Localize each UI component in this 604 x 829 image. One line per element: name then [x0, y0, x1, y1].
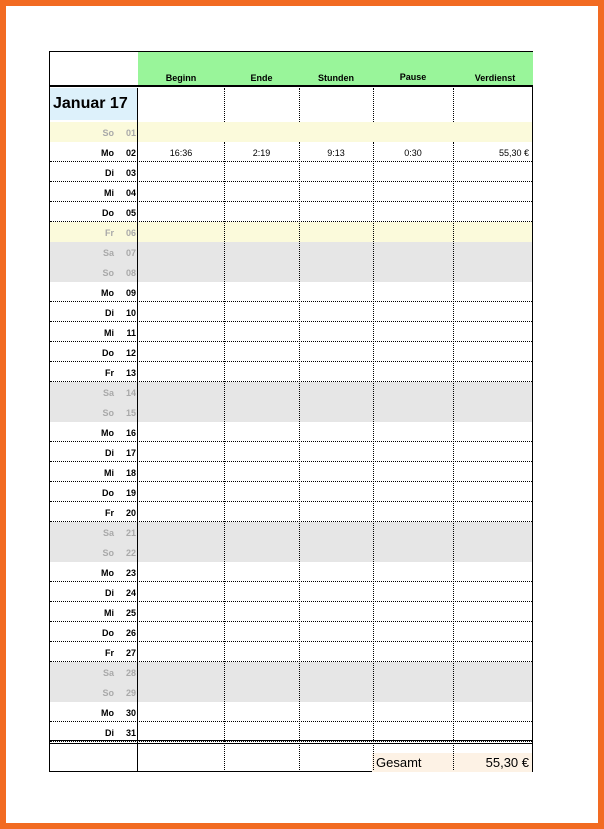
row-day-number: 18	[125, 468, 136, 478]
total-value: 55,30 €	[485, 755, 529, 770]
row-day-number: 05	[125, 208, 136, 218]
row-day-number: 02	[125, 148, 136, 158]
row-day-number: 08	[125, 268, 136, 278]
row-day-number: 19	[125, 488, 136, 498]
table-row	[50, 542, 532, 562]
table-row	[50, 602, 532, 622]
table-row	[50, 502, 532, 522]
column-divider	[137, 88, 138, 772]
timesheet	[49, 51, 533, 772]
row-day-number: 04	[125, 188, 136, 198]
month-title: Januar 17	[50, 88, 137, 120]
row-day-number: 31	[125, 728, 136, 738]
row-day-name: Mi	[104, 468, 114, 478]
row-day-number: 24	[125, 588, 136, 598]
column-header-verdienst: Verdienst	[474, 73, 516, 83]
column-divider	[373, 88, 374, 122]
row-day-name: So	[102, 548, 114, 558]
column-divider	[224, 142, 225, 770]
table-row	[50, 162, 532, 182]
row-day-number: 28	[125, 668, 136, 678]
row-day-number: 16	[125, 428, 136, 438]
table-row	[50, 702, 532, 722]
row-day-number: 03	[125, 168, 136, 178]
row-day-name: So	[102, 128, 114, 138]
row-day-name: Mi	[104, 328, 114, 338]
row-day-name: Mo	[101, 708, 114, 718]
row-day-name: Mo	[101, 568, 114, 578]
table-row	[50, 302, 532, 322]
cell-verdienst[interactable]: 55,30 €	[498, 148, 529, 158]
table-row	[50, 182, 532, 202]
row-day-number: 29	[125, 688, 136, 698]
table-row	[50, 682, 532, 702]
table-row	[50, 422, 532, 442]
row-day-name: Sa	[102, 388, 114, 398]
row-day-name: Fr	[105, 368, 114, 378]
row-day-number: 22	[125, 548, 136, 558]
column-divider	[299, 142, 300, 770]
row-day-number: 14	[125, 388, 136, 398]
cell-stunden[interactable]: 9:13	[327, 148, 345, 158]
row-day-number: 21	[125, 528, 136, 538]
row-day-number: 06	[125, 228, 136, 238]
table-row	[50, 642, 532, 662]
table-row	[50, 382, 532, 402]
cell-ende[interactable]: 2:19	[252, 148, 271, 158]
table-row	[50, 722, 532, 742]
row-day-number: 25	[125, 608, 136, 618]
row-day-name: Mi	[104, 188, 114, 198]
row-day-number: 17	[125, 448, 136, 458]
row-day-number: 20	[125, 508, 136, 518]
header-rule	[50, 85, 532, 87]
column-header-pause: Pause	[399, 72, 427, 82]
table-row	[50, 522, 532, 542]
row-day-number: 26	[125, 628, 136, 638]
table-row	[50, 322, 532, 342]
table-row	[50, 442, 532, 462]
table-row	[50, 222, 532, 242]
row-day-name: Mo	[101, 428, 114, 438]
row-day-name: Do	[102, 628, 114, 638]
row-day-name: Do	[102, 208, 114, 218]
row-day-name: Fr	[105, 648, 114, 658]
row-day-name: Mi	[104, 608, 114, 618]
row-day-number: 01	[125, 128, 136, 138]
table-row	[50, 122, 532, 142]
row-day-number: 07	[125, 248, 136, 258]
table-row	[50, 482, 532, 502]
cell-pause[interactable]: 0:30	[404, 148, 422, 158]
table-row	[50, 262, 532, 282]
row-day-name: Mo	[101, 148, 114, 158]
column-header-stunden: Stunden	[318, 73, 354, 83]
row-day-name: Sa	[102, 248, 114, 258]
row-day-name: Fr	[105, 228, 114, 238]
column-divider	[224, 88, 225, 122]
row-day-number: 13	[125, 368, 136, 378]
table-row	[50, 142, 532, 162]
table-row	[50, 362, 532, 382]
row-day-name: So	[102, 408, 114, 418]
row-day-name: Di	[105, 308, 114, 318]
row-day-name: Di	[105, 728, 114, 738]
column-divider	[453, 142, 454, 770]
row-day-name: So	[102, 688, 114, 698]
table-row	[50, 242, 532, 262]
table-row	[50, 202, 532, 222]
table-row	[50, 582, 532, 602]
total-label: Gesamt	[376, 755, 422, 770]
row-day-name: Sa	[102, 528, 114, 538]
column-header-beginn: Beginn	[165, 73, 197, 83]
row-day-name: So	[102, 268, 114, 278]
row-day-name: Do	[102, 348, 114, 358]
table-row	[50, 662, 532, 682]
table-row	[50, 622, 532, 642]
row-day-number: 12	[125, 348, 136, 358]
table-row	[50, 562, 532, 582]
row-day-number: 10	[125, 308, 136, 318]
table-row	[50, 282, 532, 302]
column-divider	[299, 88, 300, 122]
row-day-name: Mo	[101, 288, 114, 298]
row-day-name: Di	[105, 588, 114, 598]
row-day-name: Fr	[105, 508, 114, 518]
row-day-number: 11	[126, 328, 136, 338]
row-day-name: Di	[105, 168, 114, 178]
cell-beginn[interactable]: 16:36	[169, 148, 193, 158]
column-divider	[373, 142, 374, 770]
row-day-number: 27	[125, 648, 136, 658]
row-day-name: Sa	[102, 668, 114, 678]
table-row	[50, 462, 532, 482]
row-day-number: 23	[125, 568, 136, 578]
column-header-ende: Ende	[250, 73, 273, 83]
row-day-number: 09	[125, 288, 136, 298]
row-day-number: 15	[125, 408, 136, 418]
row-day-number: 30	[125, 708, 136, 718]
row-day-name: Do	[102, 488, 114, 498]
column-divider	[453, 88, 454, 122]
table-row	[50, 342, 532, 362]
row-day-name: Di	[105, 448, 114, 458]
table-row	[50, 402, 532, 422]
bottom-double-rule	[50, 740, 532, 744]
